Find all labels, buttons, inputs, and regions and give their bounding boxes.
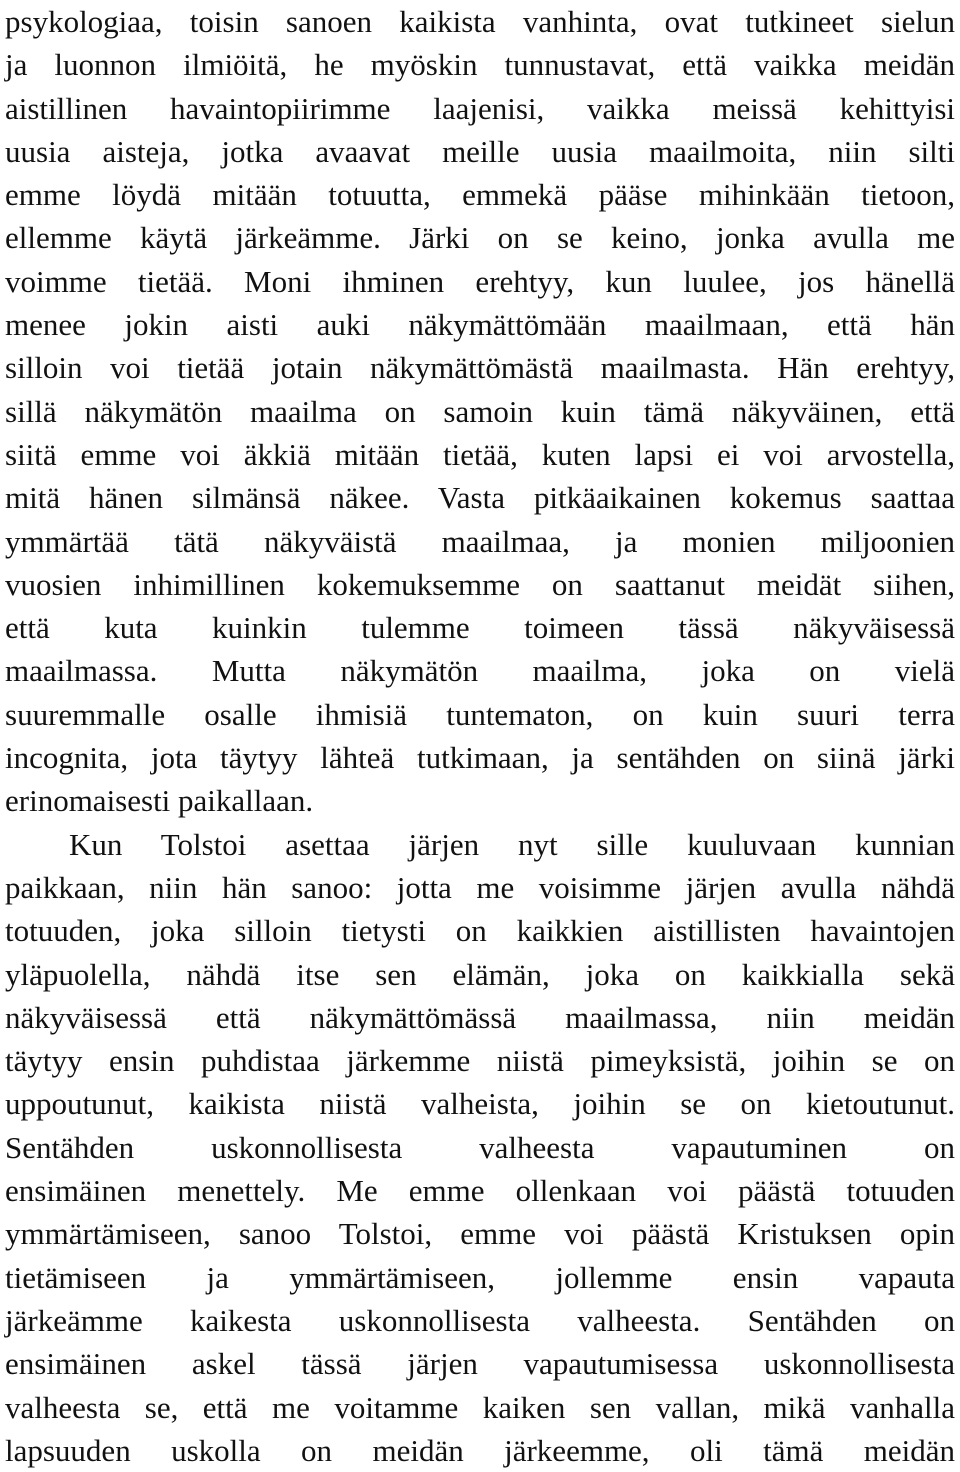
- text-line: totuuden, joka silloin tietysti on kaikkien aistillisten havaintojen: [5, 913, 955, 949]
- text-line: uusia aisteja, jotka avaavat meille uusia maailmoita, niin silti: [5, 133, 955, 169]
- text-line: silloin voi tietää jotain näkymättömästä maailmasta. Hän erehtyy,: [5, 350, 955, 386]
- text-line: ja luonnon ilmiöitä, he myöskin tunnustavat, että vaikka meidän: [5, 47, 955, 83]
- text-line: Kun Tolstoi asettaa järjen nyt sille kuuluvaan kunnian: [69, 826, 955, 862]
- text-line: ensimäinen menettely. Me emme ollenkaan voi päästä totuuden: [5, 1173, 955, 1209]
- text-line: menee jokin aisti auki näkymättömään maailmaan, että hän: [5, 307, 955, 343]
- text-line: täytyy ensin puhdistaa järkemme niistä pimeyksistä, joihin se on: [5, 1043, 955, 1079]
- text-line: voimme tietää. Moni ihminen erehtyy, kun luulee, jos hänellä: [5, 263, 955, 299]
- text-line: incognita, jota täytyy lähteä tutkimaan, ja sentähden on siinä järki: [5, 740, 955, 776]
- paragraph-1: [5, 0, 955, 823]
- text-line: ymmärtää tätä näkyväistä maailmaa, ja monien miljoonien: [5, 523, 955, 559]
- text-line: psykologiaa, toisin sanoen kaikista vanhinta, ovat tutkineet sielun: [5, 4, 955, 39]
- text-line: erinomaisesti paikallaan.: [5, 783, 314, 819]
- text-line: yläpuolella, nähdä itse sen elämän, joka on kaikkialla sekä: [5, 956, 955, 992]
- text-line: emme löydä mitään totuutta, emmekä pääse mihinkään tietoon,: [5, 177, 955, 213]
- document-page: [5, 0, 955, 1472]
- text-line: tietämiseen ja ymmärtämiseen, jollemme ensin vapauta: [5, 1259, 955, 1295]
- text-line: lapsuuden uskolla on meidän järkeemme, oli tämä meidän: [5, 1432, 955, 1468]
- text-line: että kuta kuinkin tulemme toimeen tässä näkyväisessä: [5, 610, 955, 646]
- text-line: vuosien inhimillinen kokemuksemme on saattanut meidät siihen,: [5, 566, 955, 602]
- text-line: järkeämme kaikesta uskonnollisesta valheesta. Sentähden on: [5, 1302, 955, 1338]
- paragraph-2: [5, 823, 955, 1472]
- text-line: suuremmalle osalle ihmisiä tuntematon, on kuin suuri terra: [5, 696, 955, 732]
- text-line: ymmärtämiseen, sanoo Tolstoi, emme voi päästä Kristuksen opin: [5, 1216, 955, 1252]
- text-line: sillä näkymätön maailma on samoin kuin tämä näkyväinen, että: [5, 393, 955, 429]
- text-line: ensimäinen askel tässä järjen vapautumisessa uskonnollisesta: [5, 1346, 955, 1382]
- text-line: mitä hänen silmänsä näkee. Vasta pitkäaikainen kokemus saattaa: [5, 480, 955, 516]
- text-line: näkyväisessä että näkymättömässä maailmassa, niin meidän: [5, 999, 955, 1035]
- text-line: paikkaan, niin hän sanoo: jotta me voisimme järjen avulla nähdä: [5, 869, 955, 905]
- text-line: Sentähden uskonnollisesta valheesta vapautuminen on: [5, 1129, 955, 1165]
- text-line: valheesta se, että me voitamme kaiken sen vallan, mikä vanhalla: [5, 1389, 955, 1425]
- text-line: uppoutunut, kaikista niistä valheista, joihin se on kietoutunut.: [5, 1086, 955, 1122]
- text-line: ellemme käytä järkeämme. Järki on se keino, jonka avulla me: [5, 220, 955, 256]
- text-line: siitä emme voi äkkiä mitään tietää, kuten lapsi ei voi arvostella,: [5, 436, 955, 472]
- text-line: aistillinen havaintopiirimme laajenisi, vaikka meissä kehittyisi: [5, 90, 955, 126]
- text-line: maailmassa. Mutta näkymätön maailma, joka on vielä: [5, 653, 955, 689]
